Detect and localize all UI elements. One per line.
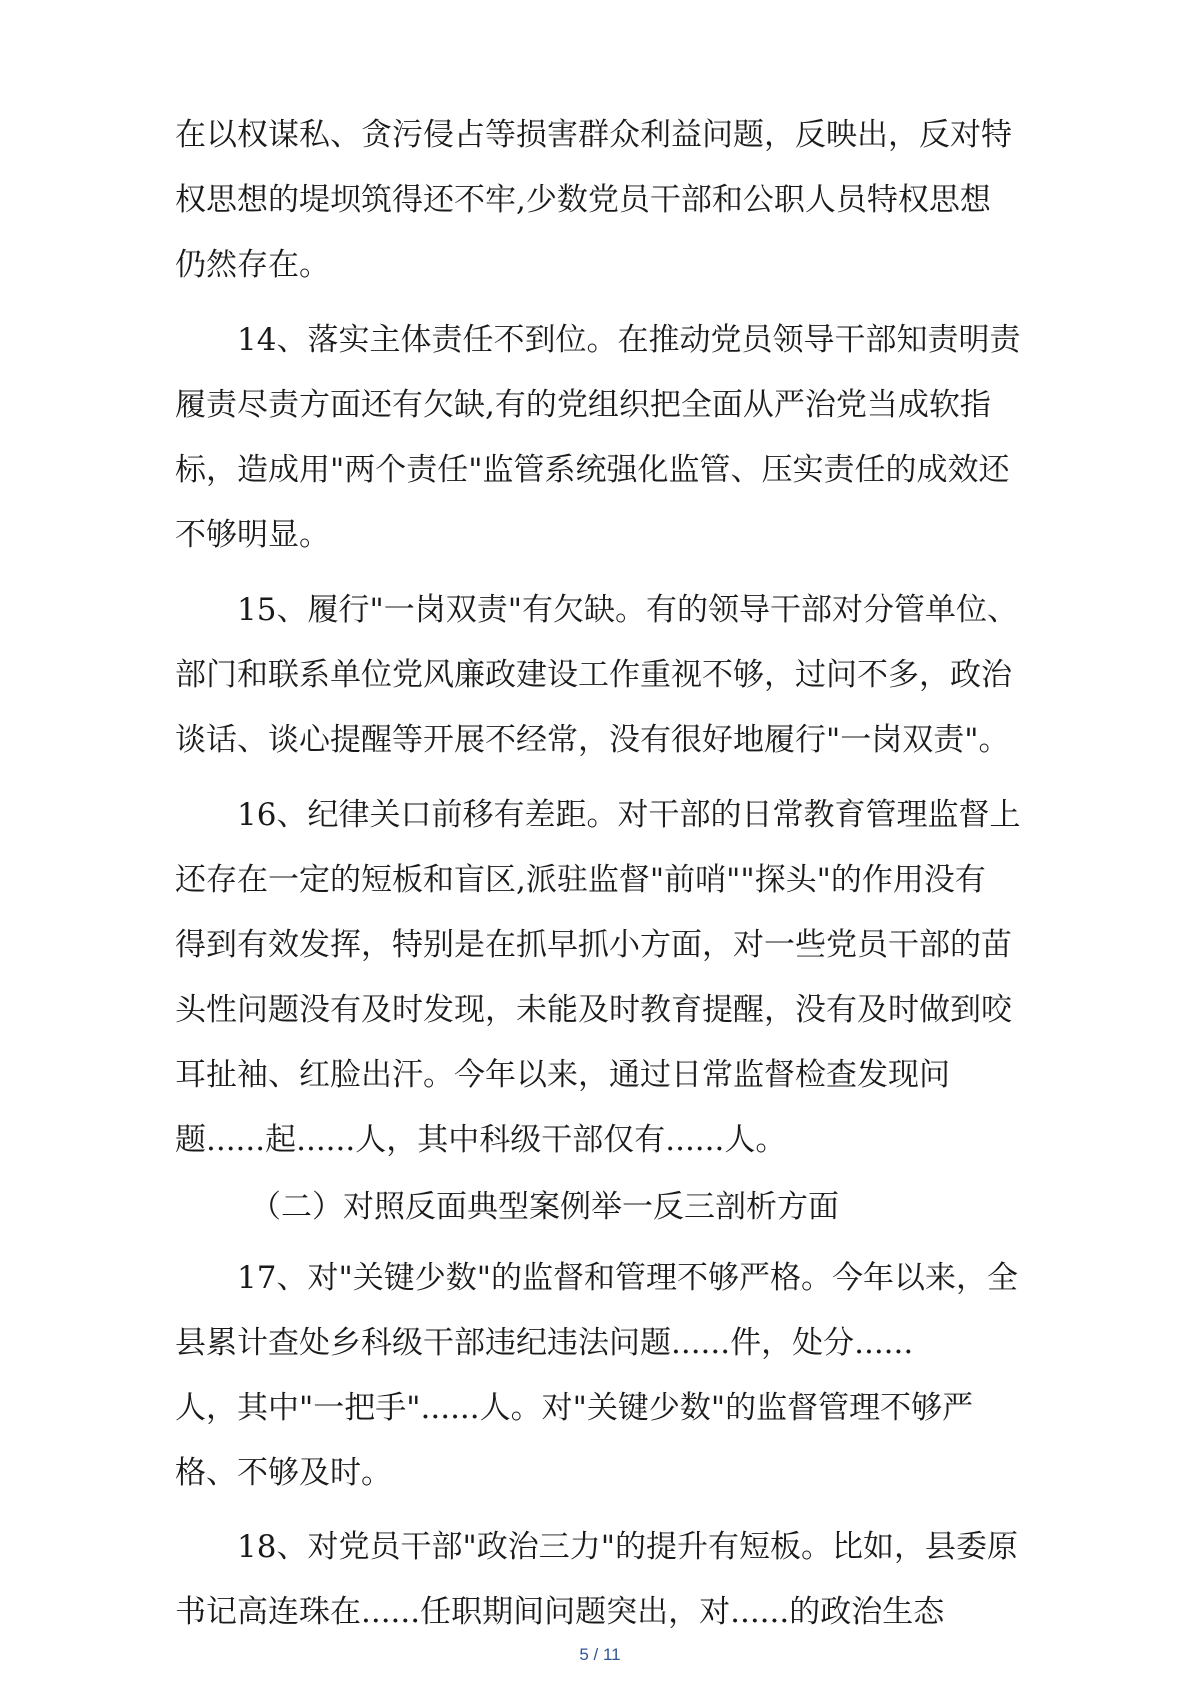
paragraph-18-start: 18、对党员干部"政治三力"的提升有短板。比如，县委原 (237, 1529, 1018, 1565)
text-line: 题......起......人，其中科级干部仅有......人。 (175, 1122, 787, 1158)
paragraph-17-start: 17、对"关键少数"的监督和管理不够严格。今年以来，全 (237, 1260, 1018, 1296)
text-line: 履责尽责方面还有欠缺,有的党组织把全面从严治党当成软指 (175, 387, 991, 423)
text-line: 仍然存在。 (175, 247, 330, 283)
text-line: 在以权谋私、贪污侵占等损害群众利益问题，反映出，反对特 (175, 117, 1012, 153)
text-line: 耳扯袖、红脸出汗。今年以来，通过日常监督检查发现问 (175, 1057, 950, 1093)
text-line: 谈话、谈心提醒等开展不经常，没有很好地履行"一岗双责"。 (175, 722, 1010, 758)
page-number: 5 / 11 (579, 1645, 621, 1664)
text-line: 格、不够及时。 (175, 1455, 392, 1491)
text-line: 得到有效发挥，特别是在抓早抓小方面，对一些党员干部的苗 (175, 927, 1012, 963)
paragraph-15-start: 15、履行"一岗双责"有欠缺。有的领导干部对分管单位、 (237, 592, 1018, 628)
paragraph-14-start: 14、落实主体责任不到位。在推动党员领导干部知责明责 (237, 322, 1021, 358)
text-line: 部门和联系单位党风廉政建设工作重视不够，过问不多，政治 (175, 657, 1012, 693)
text-line: 头性问题没有及时发现，未能及时教育提醒，没有及时做到咬 (175, 992, 1012, 1028)
paragraph-16-start: 16、纪律关口前移有差距。对干部的日常教育管理监督上 (237, 797, 1021, 833)
text-line: 还存在一定的短板和盲区,派驻监督"前哨""探头"的作用没有 (175, 862, 986, 898)
text-line: 书记高连珠在......任职期间问题突出，对......的政治生态 (175, 1594, 945, 1630)
text-line: 县累计查处乡科级干部违纪违法问题......件，处分...... (175, 1325, 914, 1361)
text-line: 人，其中"一把手"......人。对"关键少数"的监督管理不够严 (175, 1390, 974, 1426)
section-heading: （二）对照反面典型案例举一反三剖析方面 (250, 1189, 839, 1225)
text-line: 权思想的堤坝筑得还不牢,少数党员干部和公职人员特权思想 (175, 182, 991, 218)
text-line: 不够明显。 (175, 517, 330, 553)
text-line: 标，造成用"两个责任"监管系统强化监管、压实责任的成效还 (175, 452, 1010, 488)
